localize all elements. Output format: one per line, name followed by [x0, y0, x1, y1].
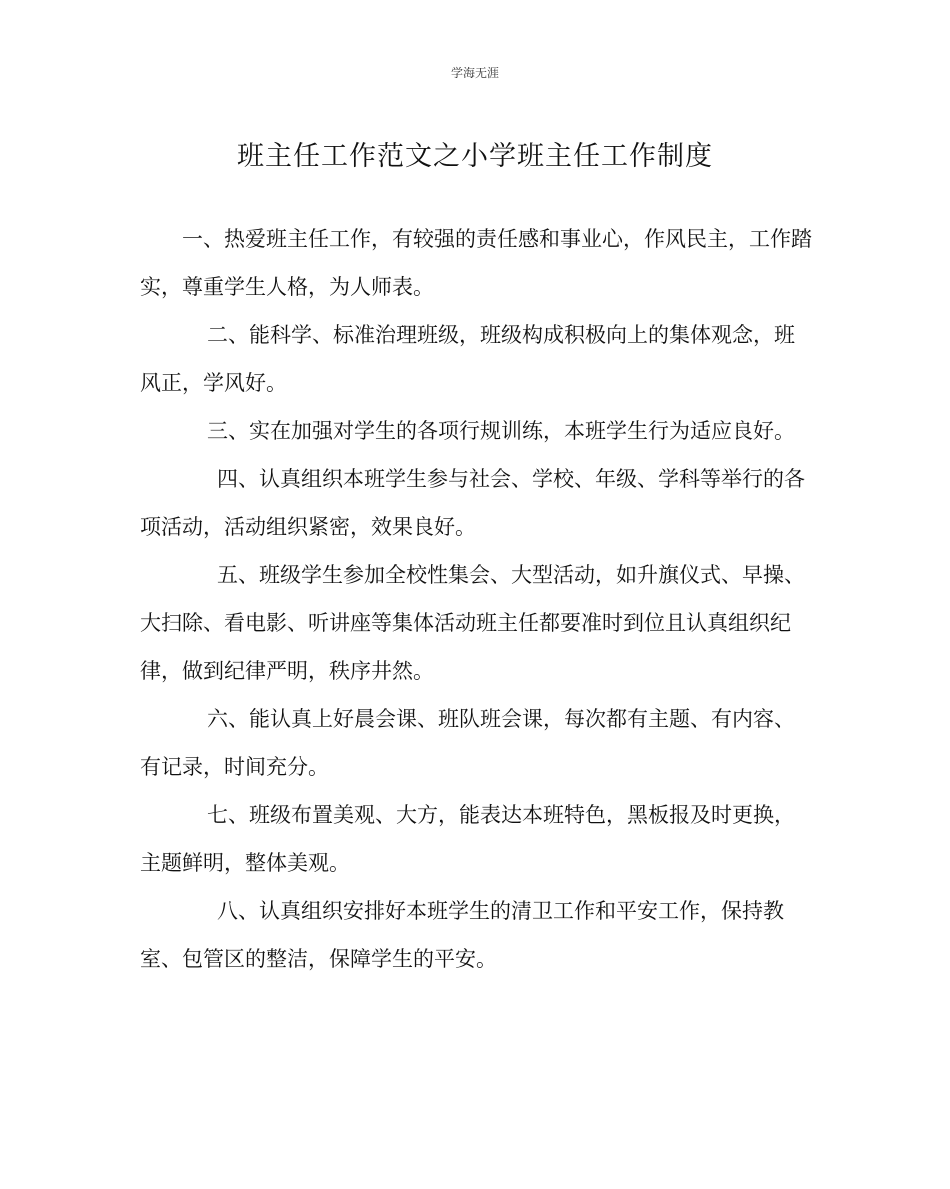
page-header: 学海无涯	[450, 66, 499, 80]
paragraph-7: 七、班级布置美观、大方，能表达本班特色，黑板报及时更换，主题鲜明，整体美观。	[140, 803, 795, 875]
paragraph-1: 一、热爱班主任工作，有较强的责任感和事业心，作风民主，工作踏实，尊重学生人格，为人师表。	[140, 227, 812, 299]
paragraph-4: 四、认真组织本班学生参与社会、学校、年级、学科等举行的各项活动，活动组织紧密，效果良好。	[140, 467, 805, 539]
paragraph-3: 三、实在加强对学生的各项行规训练，本班学生行为适应良好。	[207, 419, 795, 443]
paragraph-6: 六、能认真上好晨会课、班队班会课，每次都有主题、有内容、有记录，时间充分。	[140, 707, 795, 779]
paragraph-2: 二、能科学、标准治理班级，班级构成积极向上的集体观念，班风正，学风好。	[140, 323, 795, 395]
paragraph-8: 八、认真组织安排好本班学生的清卫工作和平安工作，保持教室、包管区的整洁，保障学生的平安。	[140, 899, 784, 971]
paragraph-5: 五、班级学生参加全校性集会、大型活动，如升旗仪式、早操、大扫除、看电影、听讲座等集体活动班主任都要准时到位且认真组织纪律，做到纪律严明，秩序井然。	[140, 563, 805, 683]
document-body	[140, 215, 812, 983]
document-title: 班主任工作范文之小学班主任工作制度	[237, 141, 713, 172]
